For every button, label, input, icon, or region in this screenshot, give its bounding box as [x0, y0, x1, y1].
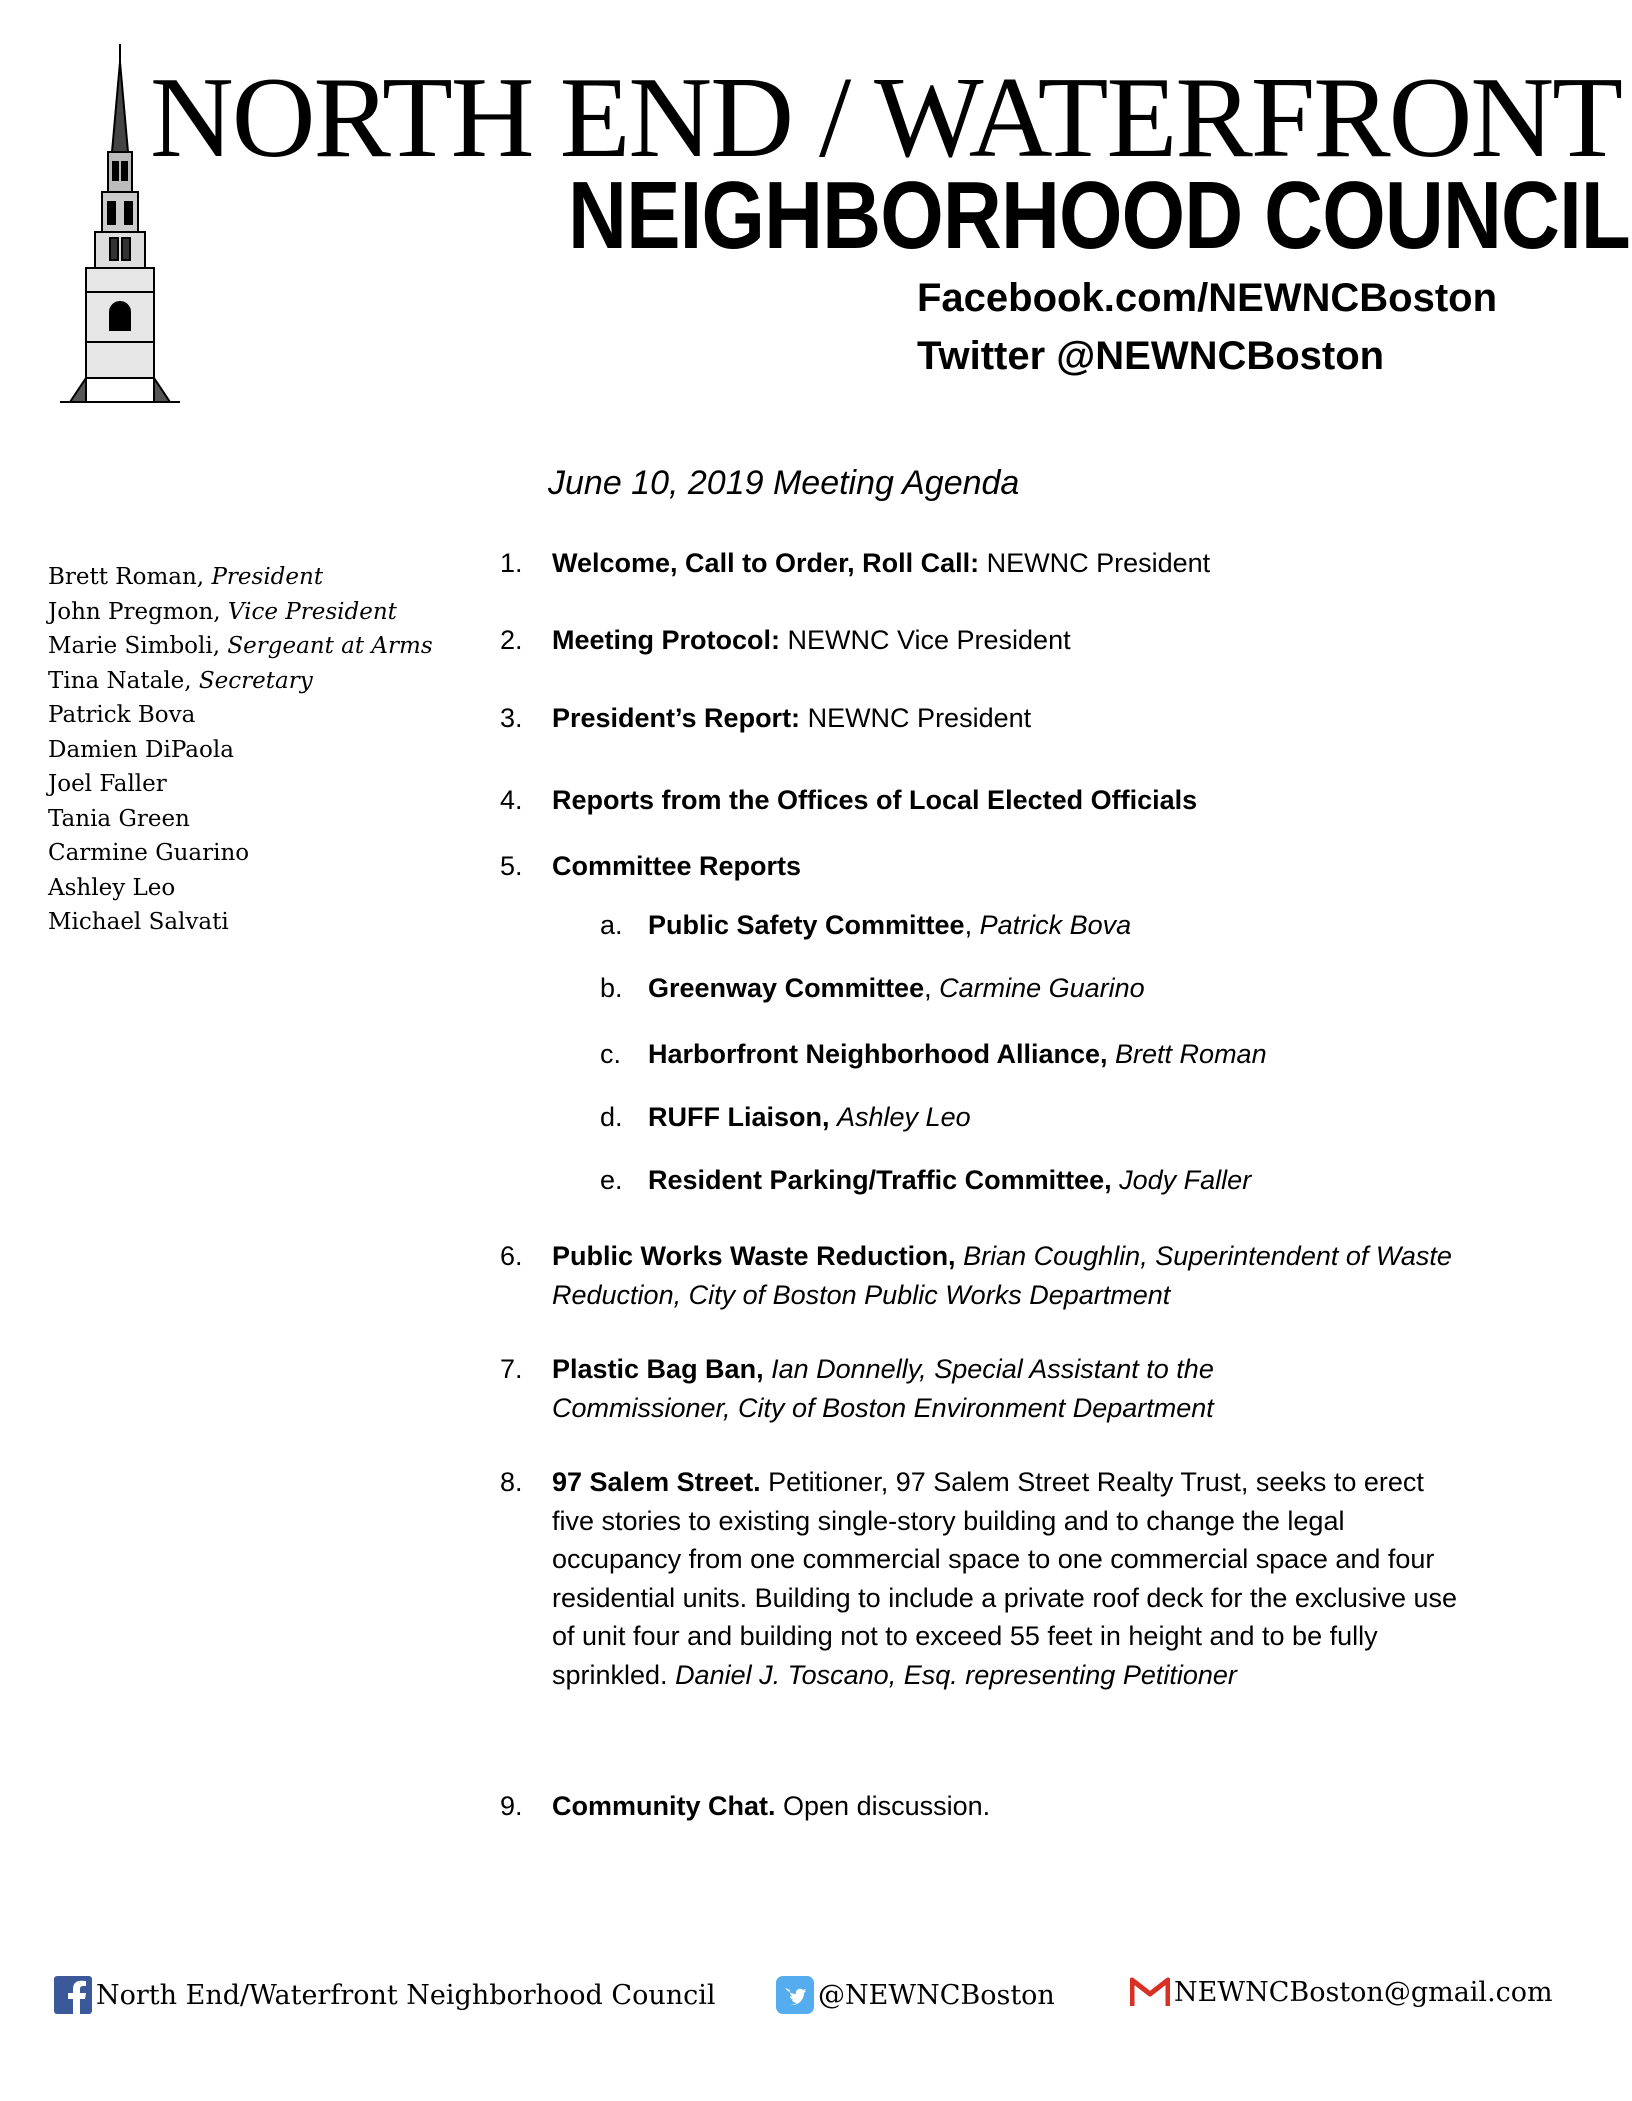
subitem-letter: e.: [600, 1165, 623, 1195]
agenda-item: [500, 1787, 1520, 1826]
agenda-item: [500, 1350, 1520, 1427]
item-presenter: Ian Donnelly, Special Assistant to the Commissioner, City of Boston Environment Department: [552, 1354, 1214, 1423]
subitem-presenter: Ashley Leo: [837, 1102, 971, 1132]
item-presenter: Brian Coughlin, Superintendent of Waste Reduction, City of Boston Public Works Department: [552, 1241, 1452, 1310]
item-heading: Public Works Waste Reduction,: [552, 1241, 956, 1271]
member-name: Carmine Guarino: [48, 840, 250, 866]
member-role: Vice President: [227, 598, 397, 625]
member-name: Marie Simboli,: [48, 633, 221, 659]
member-name: Damien DiPaola: [48, 736, 234, 763]
item-heading: Reports from the Offices of Local Elected Officials: [552, 785, 1198, 815]
committee-subitem: [600, 1035, 1267, 1073]
item-heading: Committee Reports: [552, 851, 802, 881]
subitem-letter: a.: [600, 910, 623, 940]
agenda-item: [500, 544, 1520, 583]
footer-facebook[interactable]: [54, 1976, 716, 2014]
agenda-item: [500, 699, 1520, 738]
subitem-presenter: Patrick Bova: [979, 910, 1132, 940]
agenda-item: [500, 1237, 1520, 1314]
agenda-title: June 10, 2019 Meeting Agenda: [548, 464, 1020, 502]
agenda-item: [500, 621, 1520, 660]
item-text: NEWNC President: [800, 703, 1032, 733]
item-number: 2.: [500, 625, 523, 655]
agenda-item: [500, 1463, 1520, 1694]
member-role: President: [211, 564, 324, 590]
twitter-handle[interactable]: Twitter @NEWNCBoston: [917, 334, 1385, 378]
member-name: Michael Salvati: [48, 909, 229, 935]
member-row: [48, 767, 488, 802]
subitem-presenter: Brett Roman: [1115, 1039, 1267, 1069]
member-row: [48, 629, 488, 664]
item-presenter: Daniel J. Toscano, Esq. representing Petitioner: [675, 1659, 1237, 1690]
item-number: 6.: [500, 1241, 523, 1271]
item-heading: Meeting Protocol:: [552, 625, 780, 655]
council-members-list: [48, 560, 488, 940]
council-title-line2: NEIGHBORHOOD COUNCIL: [568, 162, 1630, 269]
member-row: [48, 698, 488, 733]
agenda-item: [500, 847, 1520, 886]
member-row: [48, 836, 488, 871]
member-name: Tina Natale,: [48, 667, 192, 694]
committee-subitem: [600, 1161, 1251, 1199]
member-role: Sergeant at Arms: [227, 633, 433, 659]
footer-email[interactable]: [1130, 1976, 1553, 2008]
member-name: Brett Roman,: [48, 564, 205, 590]
committee-subitem: b. Greenway Committee, Carmine Guarino: [600, 969, 1145, 1007]
member-row: [48, 802, 488, 837]
subitem-heading: Greenway Committee: [648, 973, 925, 1003]
subitem-heading: RUFF Liaison,: [648, 1102, 830, 1132]
item-number: 1.: [500, 548, 523, 578]
member-row: [48, 664, 488, 699]
twitter-icon: [776, 1976, 814, 2014]
council-title-line1: NORTH END / WATERFRONT: [150, 54, 1622, 182]
subitem-heading: Harborfront Neighborhood Alliance,: [648, 1039, 1108, 1069]
agenda-item: [500, 781, 1520, 820]
item-number: 8.: [500, 1467, 523, 1497]
member-row: [48, 733, 488, 768]
committee-subitem: [600, 1098, 971, 1136]
subitem-heading: Public Safety Committee: [648, 910, 965, 940]
item-text: NEWNC Vice President: [780, 625, 1071, 655]
member-name: Patrick Bova: [48, 702, 196, 728]
item-number: 7.: [500, 1354, 523, 1384]
subitem-letter: c.: [600, 1039, 622, 1069]
member-row: [48, 905, 488, 940]
footer-email-label: NEWNCBoston@gmail.com: [1174, 1976, 1553, 2008]
item-number: 9.: [500, 1791, 523, 1821]
member-role: Secretary: [198, 667, 313, 694]
member-name: Ashley Leo: [48, 874, 176, 901]
committee-subitem: a. Public Safety Committee, Patrick Bova: [600, 906, 1131, 944]
item-number: 5.: [500, 851, 523, 881]
item-text: Open discussion.: [775, 1791, 991, 1821]
footer-twitter-label: @NEWNCBoston: [818, 1979, 1055, 2011]
member-row: [48, 871, 488, 906]
footer-twitter[interactable]: [776, 1976, 1055, 2014]
member-name: Tania Green: [48, 805, 190, 832]
item-heading: Welcome, Call to Order, Roll Call:: [552, 548, 980, 578]
facebook-icon: [54, 1976, 92, 2014]
item-number: 4.: [500, 785, 523, 815]
subitem-letter: b.: [600, 973, 623, 1003]
member-name: Joel Faller: [48, 771, 167, 797]
member-name: John Pregmon,: [48, 598, 221, 625]
item-heading: Community Chat.: [552, 1791, 776, 1821]
item-heading: 97 Salem Street.: [552, 1467, 761, 1497]
subitem-letter: d.: [600, 1102, 623, 1132]
subitem-heading: Resident Parking/Traffic Committee,: [648, 1165, 1112, 1195]
item-text: NEWNC President: [979, 548, 1211, 578]
member-row: [48, 560, 488, 595]
item-text: Petitioner, 97 Salem Street Realty Trust, seeks to erect five stories to existing single-story building and to change the legal occupancy from one commercial space to one commercial space and four residential units. Building to include a private roof deck for the exclusive use of unit four and building not to exceed 55 feet in height and to be fully sprinkled.: [552, 1467, 1458, 1690]
item-heading: President’s Report:: [552, 703, 801, 733]
footer-facebook-label: North End/Waterfront Neighborhood Council: [96, 1979, 716, 2011]
subitem-presenter: Jody Faller: [1119, 1165, 1252, 1195]
gmail-icon: [1130, 1976, 1170, 2008]
facebook-handle[interactable]: Facebook.com/NEWNCBoston: [917, 276, 1498, 320]
item-heading: Plastic Bag Ban,: [552, 1354, 764, 1384]
subitem-presenter: Carmine Guarino: [939, 973, 1145, 1003]
member-row: [48, 595, 488, 630]
item-number: 3.: [500, 703, 523, 733]
